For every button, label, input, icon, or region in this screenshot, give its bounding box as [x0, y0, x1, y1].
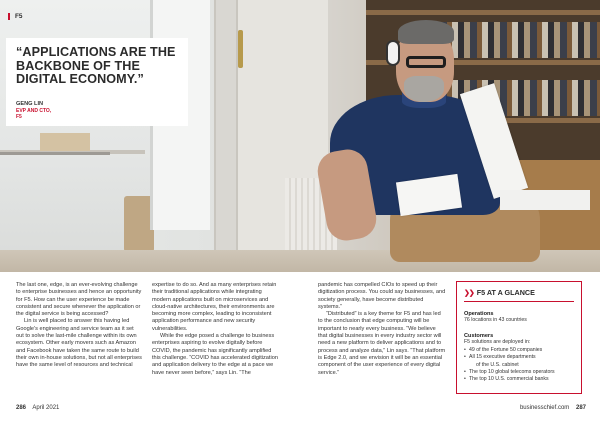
article-column-1	[16, 282, 142, 370]
photo-person-beard	[404, 76, 444, 102]
quote-role-line: F5	[16, 114, 22, 120]
photo-door	[214, 0, 238, 262]
article-paragraph: “Distributed” is a key theme for F5 and has led to the conclusion that edge computing will be important to nearly every business. “We believe that digital businesses in every industry sector will need a new platform to deliver applications and to process and analyze data,” Lin says. “That platform is Edge 2.0, and we envision it will be an essential component of the user experience of every digital service.”	[318, 311, 446, 376]
photo-door-handle	[238, 30, 243, 68]
customer-bullet: • The top 10 U.S. commercial banks	[464, 376, 574, 383]
article-paragraph: Lin is well placed to answer this having led Google's engineering and service team as it set out to solve the last-mile challenge within its own ecosystem. Other early movers such as Amazon and Facebook have taken the same route to build their own in-house solutions, but not all enterprises have the same level of resources and technical	[16, 318, 142, 369]
customer-bullet-continued: of the U.S. cabinet	[476, 361, 519, 368]
article-column-3	[318, 282, 446, 377]
footer-left	[16, 405, 59, 411]
photo-person-glasses	[406, 56, 446, 68]
at-a-glance-title: F5 AT A GLANCE	[476, 288, 535, 297]
photo-box	[40, 133, 90, 151]
pull-quote: “APPLICATIONS ARE THE BACKBONE OF THE DIGITAL ECONOMY.”	[16, 45, 176, 86]
article-paragraph: The last one, edge, is an ever-evolving challenge to enterprise businesses and hence an opportunity for F5. How can the user experience be made consistent and secure whenever the application or the digital service is being accessed?	[16, 282, 142, 318]
customer-bullet: • The top 10 global telecoms operators	[464, 369, 574, 376]
page-number-right: 287	[575, 405, 586, 411]
operations-label: Operations	[464, 311, 494, 317]
quote-attribution-role	[16, 108, 51, 120]
photo-person-hair	[398, 20, 454, 44]
photo-shelf-board	[366, 10, 600, 15]
customer-bullet: • 49 of the Fortune 50 companies	[464, 347, 574, 354]
section-tag: F5	[8, 13, 22, 20]
footer-right	[520, 405, 586, 411]
page-number-left: 286	[16, 405, 27, 411]
at-a-glance-box	[456, 281, 582, 394]
customers-intro: F5 solutions are deployed in:	[464, 339, 531, 346]
website-link[interactable]: businesschief.com	[519, 405, 570, 411]
double-chevron-icon: ❯❯	[464, 289, 474, 297]
article-paragraph: pandemic has compelled CIOs to speed up their digitization process. You could say businesses, and society generally, have become distributed systems.”	[318, 282, 446, 310]
customers-label: Customers	[464, 333, 494, 340]
at-a-glance-header	[464, 288, 574, 302]
photo-paper	[500, 190, 590, 210]
article-paragraph: While the edge posed a challenge to business enterprises aspiring to evolve digitally before COVID, the pandemic has significantly amplified this challenge. “COVID has accelerated digitization and application delivery to the edge at a pace we have never seen before,” says Lin. “The	[152, 333, 278, 376]
article-column-2	[152, 282, 280, 377]
operations-text: 76 locations in 43 countries	[464, 317, 527, 323]
photo-table	[0, 152, 110, 155]
issue-date: April 2021	[32, 405, 60, 411]
quote-attribution-name: GENG LIN	[16, 101, 44, 107]
photo-books	[440, 22, 600, 58]
customer-bullet: • All 15 executive departments	[464, 354, 574, 361]
quote-role-line: EVP AND CTO,	[16, 108, 52, 114]
headphones-icon	[386, 40, 400, 66]
article-paragraph: expertise to do so. And as many enterprises retain their traditional applications while integrating modern applications built on microservices and cloud-native architectures, their environments are becoming more complex, leading to inconsistent application performance and new security vulnerabilities.	[152, 282, 277, 332]
